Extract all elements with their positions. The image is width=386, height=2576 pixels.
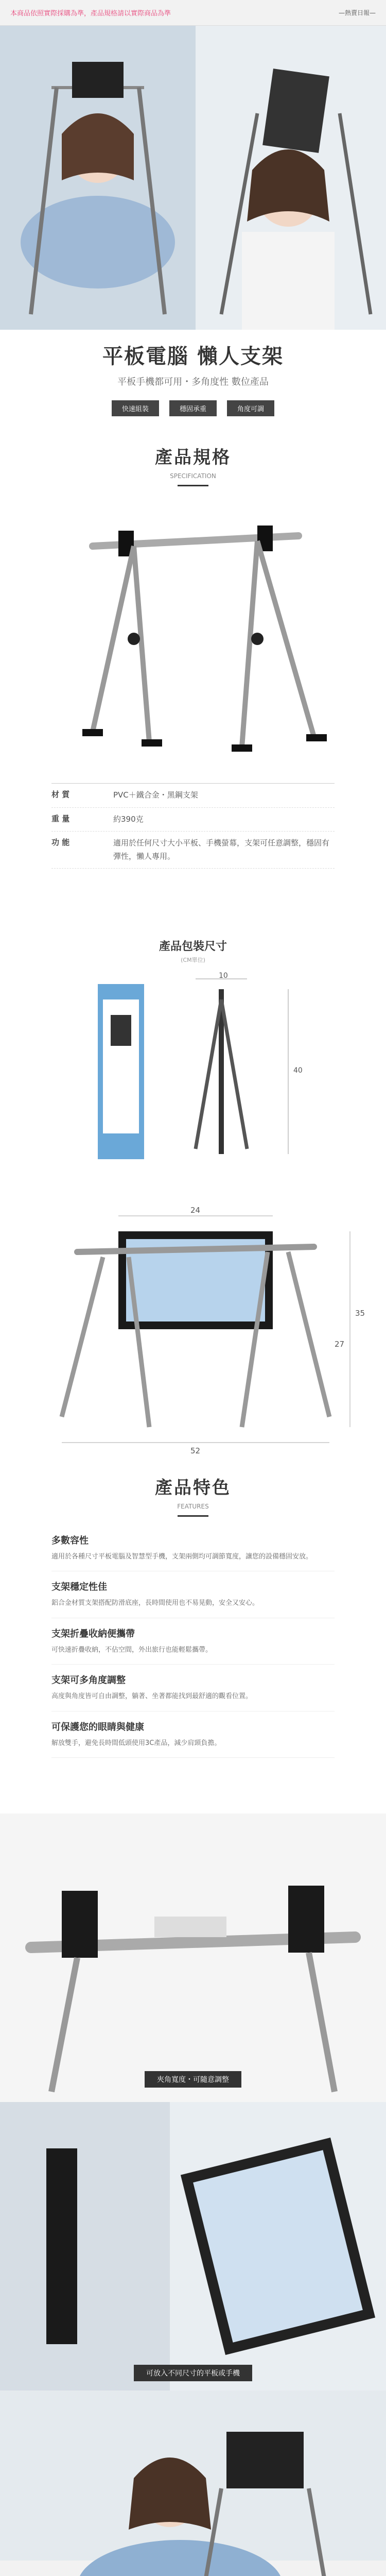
dim-bottom-label: 52: [190, 1446, 201, 1455]
spec-row: [51, 832, 335, 869]
divider: [178, 1515, 208, 1517]
feature-item: [51, 1665, 335, 1711]
dims-heading: 產品包裝尺寸: [159, 940, 227, 953]
package-image: [0, 969, 386, 1175]
spec-heading-block: [0, 433, 386, 495]
features-heading-block: [0, 1463, 386, 1525]
spec-table: [51, 783, 335, 938]
stand-dimension-image: [0, 1175, 386, 1463]
feature-desc: 鋁合金材質支架搭配防滑底座，長時間使用也不易晃動，安全又安心。: [51, 1599, 259, 1607]
dim-side2-label: 27: [335, 1340, 345, 1349]
feature-item: [51, 1711, 335, 1758]
feature-desc: 可快速折疊收納，不佔空間，外出旅行也能輕鬆攜帶。: [51, 1646, 213, 1654]
spec-value: PVC＋鐵合金・黑鋼支架: [113, 790, 198, 800]
spec-key: 重 量: [51, 814, 70, 823]
divider: [178, 485, 208, 486]
tablet-fit-image: [0, 2102, 386, 2391]
feature-item: [51, 1525, 335, 1571]
spec-heading: 產品規格: [155, 447, 231, 468]
clamp-closeup-image: [0, 1814, 386, 2102]
feature-desc: 高度與角度皆可自由調整，躺著、坐著都能找到最舒適的觀看位置。: [51, 1692, 253, 1701]
feature-item: [51, 1618, 335, 1665]
feature-list: [51, 1525, 335, 1814]
spec-value: 適用於任何尺寸大小平板、手機螢幕，支架可任意調整，穩固有彈性，懶人專用。: [113, 838, 330, 861]
stand-product-image: [0, 495, 386, 783]
tag-badge: 角度可調: [227, 400, 274, 416]
tag-badge: 穩固承重: [169, 400, 217, 416]
dims-heading-block: [0, 938, 386, 969]
feature-desc: 適用於各種尺寸平板電腦及智慧型手機，支架兩側均可調節寬度，讓您的設備穩固安放。: [51, 1553, 313, 1561]
hero-image: [0, 26, 386, 330]
dim-side-label: 35: [355, 1309, 365, 1318]
spec-value: 約390克: [113, 814, 144, 824]
tag-row: [0, 400, 386, 416]
box-width-label: 10: [219, 972, 228, 980]
feature-desc: 解放雙手，避免長時間低頭使用3C產品，減少肩頸負擔。: [51, 1739, 221, 1747]
caption-fit: 可放入不同尺寸的平板或手機: [134, 2365, 252, 2381]
caption-clamp: 夾角寬度・可隨意調整: [145, 2071, 241, 2088]
page-subtitle: 平板手機都可用・多角度性 數位產品: [117, 377, 269, 387]
spec-row: [51, 808, 335, 832]
features-subheading: FEATURES: [177, 1503, 209, 1510]
spec-row: [51, 784, 335, 808]
feature-title: 可保護您的眼睛與健康: [51, 1721, 144, 1733]
notice-brand: —熱賣日報—: [338, 9, 376, 16]
feature-title: 支架穩定性佳: [51, 1582, 107, 1593]
page-title: 平板電腦 懶人支架: [102, 345, 284, 368]
dims-unit: (CM單位): [181, 957, 205, 963]
notice-bar: [0, 0, 386, 26]
feature-title: 多數容性: [51, 1535, 89, 1546]
spec-key: 功 能: [51, 838, 70, 847]
spec-key: 材 質: [51, 790, 70, 799]
spec-subheading: SPECIFICATION: [170, 472, 216, 480]
feature-item: [51, 1571, 335, 1618]
notice-text: 本商品依照實際採購為準，產品規格請以實際商品為準: [10, 10, 171, 18]
title-block: [0, 330, 386, 433]
feature-title: 支架折疊收納便攜帶: [51, 1628, 135, 1639]
tag-badge: 快速組裝: [112, 400, 159, 416]
lifestyle-image-1: [0, 2391, 386, 2576]
dim-top-label: 24: [190, 1206, 201, 1215]
features-heading: 產品特色: [155, 1478, 231, 1498]
feature-title: 支架可多角度調整: [51, 1675, 126, 1686]
box-height-label: 40: [293, 1066, 303, 1075]
